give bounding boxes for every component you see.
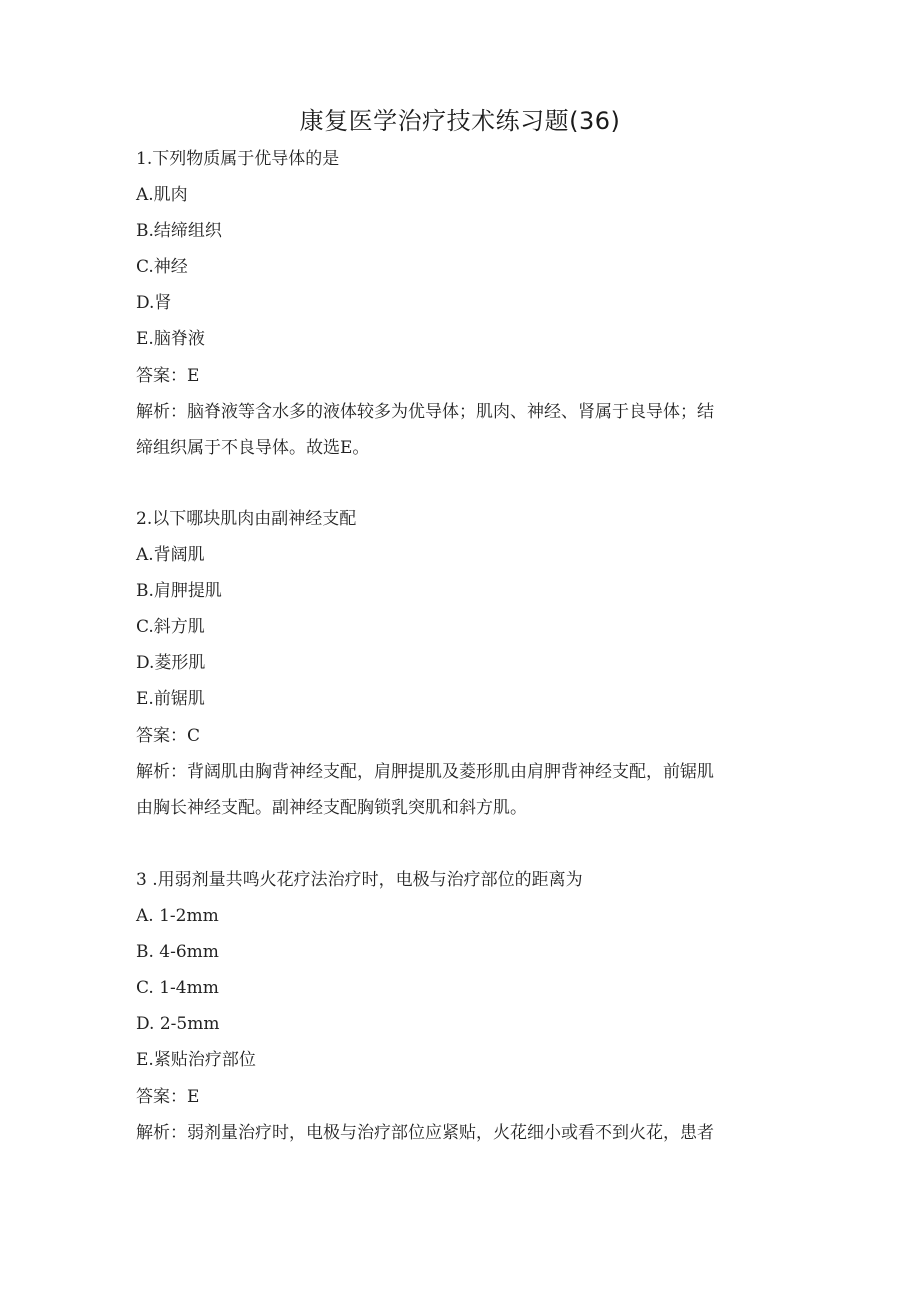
question-2-option-a: A.背阔肌 [136, 545, 205, 565]
question-1-option-d: D.肾 [136, 293, 172, 313]
question-2-analysis-line-2: 由胸长神经支配。副神经支配胸锁乳突肌和斜方肌。 [136, 798, 527, 818]
question-2-option-c: C.斜方肌 [136, 617, 205, 637]
question-3-stem: 3 .用弱剂量共鸣火花疗法治疗时，电极与治疗部位的距离为 [136, 870, 583, 890]
question-1-answer: 答案：E [136, 366, 200, 386]
question-1-option-c: C.神经 [136, 257, 188, 277]
question-3-answer: 答案：E [136, 1087, 200, 1107]
question-2-option-d: D.菱形肌 [136, 653, 206, 673]
question-1-analysis-line-1: 解析：脑脊液等含水多的液体较多为优导体；肌肉、神经、肾属于良导体；结 [136, 402, 714, 422]
question-3-option-d: D. 2-5mm [136, 1014, 220, 1034]
question-2-answer: 答案：C [136, 726, 201, 746]
question-3-option-e: E.紧贴治疗部位 [136, 1050, 256, 1070]
question-3-analysis-line-1: 解析：弱剂量治疗时，电极与治疗部位应紧贴，火花细小或看不到火花，患者 [136, 1123, 714, 1143]
question-1-analysis-line-2: 缔组织属于不良导体。故选E。 [136, 438, 370, 458]
question-1-stem: 1.下列物质属于优导体的是 [136, 149, 340, 169]
question-3-option-a: A. 1-2mm [136, 906, 219, 926]
question-2-option-b: B.肩胛提肌 [136, 581, 222, 601]
question-2-analysis-line-1: 解析：背阔肌由胸背神经支配，肩胛提肌及菱形肌由肩胛背神经支配，前锯肌 [136, 762, 714, 782]
question-3-option-b: B. 4-6mm [136, 942, 219, 962]
document-title: 康复医学治疗技术练习题(36) [299, 107, 621, 135]
question-1-option-a: A.肌肉 [136, 185, 188, 205]
question-2-option-e: E.前锯肌 [136, 689, 205, 709]
question-1-option-b: B.结缔组织 [136, 221, 222, 241]
question-3-option-c: C. 1-4mm [136, 978, 219, 998]
question-2-stem: 2.以下哪块肌肉由副神经支配 [136, 509, 357, 529]
question-1-option-e: E.脑脊液 [136, 329, 205, 349]
